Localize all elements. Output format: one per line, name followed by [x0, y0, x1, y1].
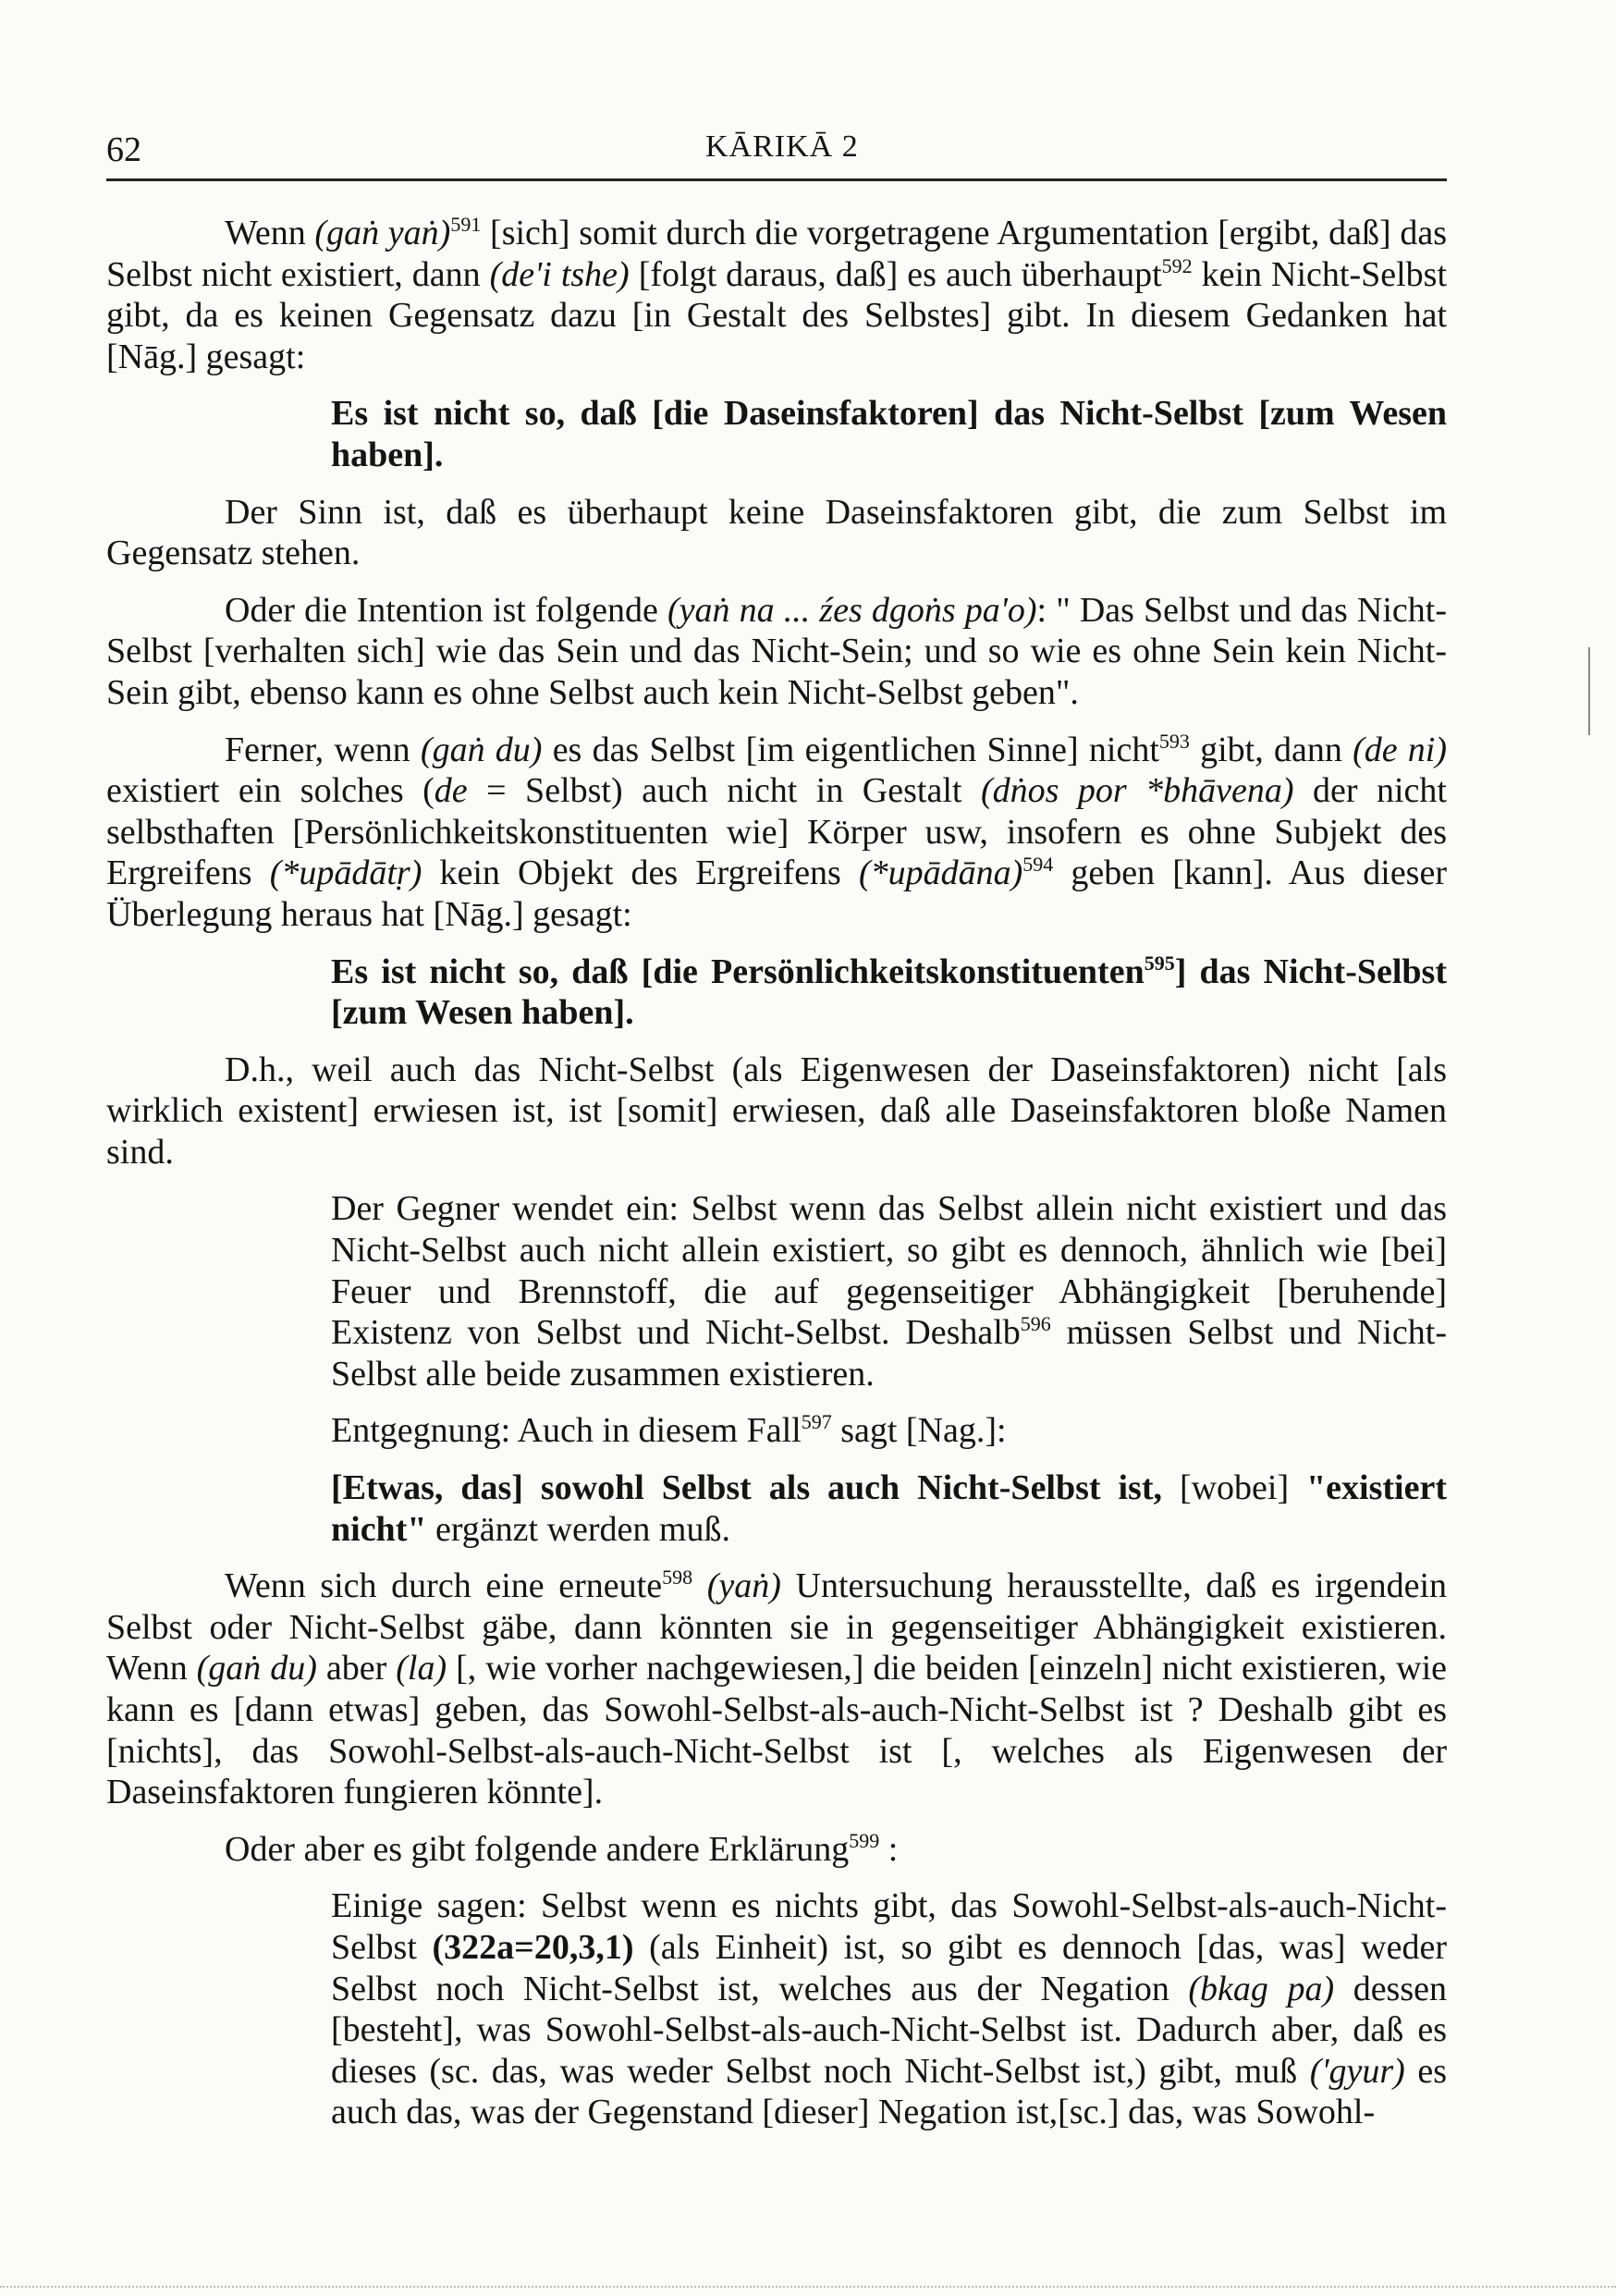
paragraph-4: Ferner, wenn (gaṅ du) es das Selbst [im eigentlichen Sinne] nicht$^{593}$ gibt, dann (de ni) existiert ein solches (de = Selbst) auch nicht in Gestalt (dṅos por *bhāvena) der nicht selbsthaften [Persönlichkeitskonstituenten wie] Körper usw, insofern es ohne Subjekt des Ergreifens (*upādātṛ) kein Objekt des Ergreifens (*upādāna)$^{594}$ geben [kann]. Aus dieser Überlegung heraus hat [Nāg.] gesagt: — [106, 729, 1448, 934]
rebuttal: Entgegnung: Auch in diesem Fall$^{597}$ sagt [Nag.]: — [331, 1410, 1007, 1451]
running-title: KĀRIKĀ 2 — [705, 129, 859, 164]
footnote-ref-597: 597 — [801, 1410, 832, 1434]
paragraph-6: Wenn sich durch eine erneute$^{598}$ (yaṅ) Untersuchung herausstellte, daß es irgendein Selbst oder Nicht-Selbst gäbe, dann könnten sie in gegenseitiger Abhängigkeit existieren. Wenn (gaṅ du) aber (la) [, wie vorher nachgewiesen,] die beiden [einzeln] nicht existieren, wie kann es [dann etwas] geben, das Sowohl-Selbst-als-auch-Nicht-Selbst ist ? Deshalb gibt es [nichts], das Sowohl-Selbst-als-auch-Nicht-Selbst ist [, welches als Eigenwesen der Daseinsfaktoren fungieren könnte]. — [106, 1565, 1447, 1812]
footnote-ref-596: 596 — [1020, 1312, 1051, 1336]
header-rule — [106, 178, 1447, 181]
scan-bottom-edge — [0, 2286, 1616, 2288]
scan-edge-mark — [1588, 647, 1590, 735]
footnote-ref-592: 592 — [1161, 253, 1193, 277]
footnote-ref-594: 594 — [1022, 853, 1054, 877]
paragraph-3: Oder die Intention ist folgende (yaṅ na ... źes dgoṅs pa'o): " Das Selbst und das Nicht-Selbst [verhalten sich] wie das Sein und das Nicht-Sein; und so wie es ohne Sein kein Nicht-Sein gibt, ebenso kann es ohne Selbst auch kein Nicht-Selbst geben". — [106, 590, 1447, 712]
paragraph-5: D.h., weil auch das Nicht-Selbst (als Eigenwesen der Daseinsfaktoren) nicht [als wirklich existent] erwiesen ist, ist [somit] erwiesen, daß alle Daseinsfaktoren bloße Namen sind. — [106, 1050, 1447, 1172]
footnote-ref-599: 599 — [849, 1828, 880, 1852]
footnote-ref-595: 595 — [1144, 951, 1175, 975]
paragraph-1: Wenn (gaṅ yaṅ)$^{591}$ [sich] somit durch die vorgetragene Argumentation [ergibt, daß] das Selbst nicht existiert, dann (de'i tshe) [folgt daraus, daß] es auch überhaupt$^{592}$ kein Nicht-Selbst gibt, da es keinen Gegensatz dazu [in Gestalt des Selbstes] gibt. In diesem Gedanken hat [Nāg.] gesagt: — [106, 213, 1448, 376]
verse-quote-2: Es ist nicht so, daß [die Persönlichkeitskonstituenten$^{595}$] das Nicht-Selbst [zum Wesen haben]. — [331, 951, 1447, 1033]
alternative-explanation: Einige sagen: Selbst wenn es nichts gibt, das Sowohl-Selbst-als-auch-Nicht-Selbst (322a=20,3,1) (als Einheit) ist, so gibt es dennoch [das, was] weder Selbst noch Nicht-Selbst ist, welches aus der Negation (bkag pa) dessen [besteht], was Sowohl-Selbst-als-auch-Nicht-Selbst ist. Dadurch aber, daß es dieses (sc. das, was weder Selbst noch Nicht-Selbst ist,) gibt, muß ('gyur) es auch das, was der Gegenstand [dieser] Negation ist,[sc.] das, was Sowohl- — [331, 1886, 1448, 2132]
footnote-ref-598: 598 — [662, 1565, 693, 1590]
paragraph-2: Der Sinn ist, daß es überhaupt keine Daseinsfaktoren gibt, die zum Selbst im Gegensatz stehen. — [106, 492, 1447, 573]
footnote-ref-591: 591 — [450, 213, 482, 236]
opponent-objection: Der Gegner wendet ein: Selbst wenn das Selbst allein nicht existiert und das Nicht-Selbst auch nicht allein existiert, so gibt es dennoch, ähnlich wie [bei] Feuer und Brennstoff, die auf gegenseitiger Abhängigkeit [beruhende] Existenz von Selbst und Nicht-Selbst. Deshalb$^{596}$ müssen Selbst und Nicht-Selbst alle beide zusammen existieren. — [331, 1189, 1447, 1394]
body-text — [106, 213, 1447, 2149]
paragraph-7: Oder aber es gibt folgende andere Erklärung$^{599}$ : — [225, 1828, 899, 1869]
verse-quote-1: Es ist nicht so, daß [die Daseinsfaktoren] das Nicht-Selbst [zum Wesen haben]. — [331, 394, 1447, 474]
page-header — [106, 129, 1447, 174]
page-number: 62 — [106, 130, 141, 169]
footnote-ref-593: 593 — [1158, 729, 1190, 753]
verse-quote-3: [Etwas, das] sowohl Selbst als auch Nicht-Selbst ist, [wobei] "existiert nicht" ergänzt werden muß. — [331, 1468, 1447, 1549]
